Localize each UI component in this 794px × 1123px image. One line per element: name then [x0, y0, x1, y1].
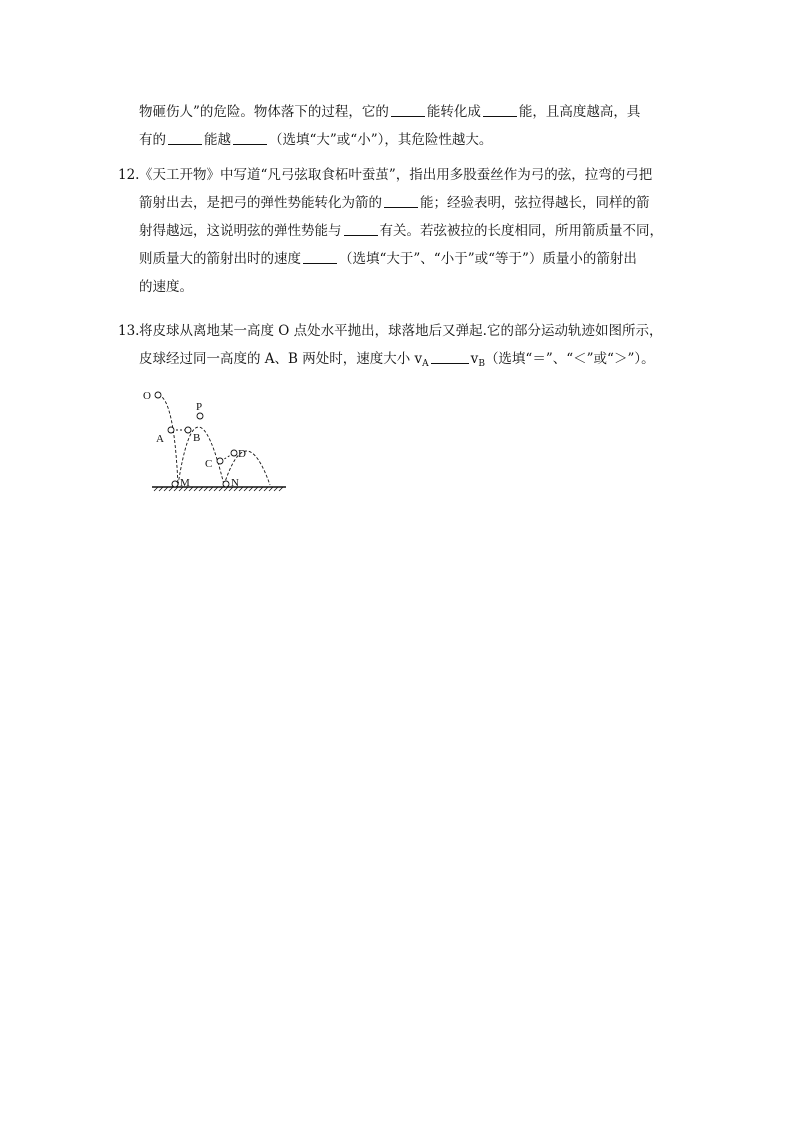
q11-line-1	[118, 98, 680, 126]
q12-text: 有关。若弦被拉的长度相同，所用箭质量不同，	[379, 223, 663, 239]
question-11-continuation	[118, 98, 680, 154]
q12-line-2	[118, 189, 680, 217]
ball-a	[168, 427, 174, 433]
q12-text: 能；经验表明，弦拉得越长，同样的箭	[420, 195, 650, 211]
q12-text: 的速度。	[139, 279, 193, 295]
trajectory-figure	[143, 383, 290, 493]
q12-text: 箭射出去，是把弓的弹性势能转化为箭的	[139, 195, 382, 211]
ball-o	[155, 392, 161, 398]
answer-blank[interactable]	[483, 102, 517, 117]
label-n: N	[231, 477, 239, 489]
label-o: O	[143, 390, 151, 402]
answer-blank[interactable]	[168, 130, 202, 145]
question-number: 12.	[118, 167, 140, 183]
q11-text: 有的	[139, 132, 166, 148]
answer-blank[interactable]	[384, 193, 418, 208]
answer-blank[interactable]	[233, 130, 267, 145]
trajectory-diagram	[143, 383, 290, 493]
q11-text: 物砸伤人”的危险。物体落下的过程，它的	[139, 104, 389, 120]
label-c: C	[205, 458, 213, 470]
answer-blank[interactable]	[431, 349, 469, 364]
label-b: B	[193, 432, 201, 444]
q11-text: 能转化成	[426, 104, 481, 120]
ball-d	[231, 450, 237, 456]
q12-text: 则质量大的箭射出时的速度	[139, 251, 301, 267]
label-a: A	[156, 433, 164, 445]
ball-m	[172, 481, 178, 487]
q12-line-3	[118, 217, 680, 245]
q13-text: 将皮球从离地某一高度 O 点处水平抛出，球落地后又弹起.它的部分运动轨迹如图所示，	[139, 323, 663, 339]
subscript-a: A	[422, 359, 429, 369]
q12-line-4	[118, 245, 680, 273]
q11-text: 能越	[204, 132, 231, 148]
ball-n	[223, 481, 229, 487]
q12-line-5	[118, 273, 680, 301]
question-number: 13.	[118, 323, 140, 339]
q12-text: 射得越远，这说明弦的弹性势能与	[139, 223, 342, 239]
q11-line-2	[118, 126, 680, 154]
answer-blank[interactable]	[344, 221, 378, 236]
q12-text: （选填“大于”、“小于”或“等于”）质量小的箭射出	[339, 251, 637, 267]
ball-c	[217, 458, 223, 464]
question-13	[118, 317, 680, 373]
q11-text: 能，且高度越高，具	[518, 104, 641, 120]
label-p: P	[196, 401, 203, 413]
question-12	[118, 161, 680, 301]
ball-b	[185, 427, 191, 433]
q12-text: 《天工开物》中写道“凡弓弦取食柘叶蚕茧”，指出用多股蚕丝作为弓的弦，拉弯的弓把	[139, 167, 653, 183]
q13-text: 皮球经过同一高度的 A、B 两处时，速度大小 v	[139, 351, 423, 367]
q13-line-2	[118, 345, 680, 373]
subscript-b: B	[478, 359, 485, 369]
answer-blank[interactable]	[303, 249, 337, 264]
label-m: M	[180, 477, 190, 489]
ball-p	[197, 413, 203, 419]
answer-blank[interactable]	[391, 102, 425, 117]
label-d: D	[238, 448, 246, 460]
q12-line-1	[118, 161, 680, 189]
q11-text: （选填“大”或“小”），其危险性越大。	[269, 132, 493, 148]
q13-text: v	[470, 351, 479, 367]
q13-text: （选填“＝”、“＜”或“＞”）。	[484, 351, 655, 367]
q13-line-1	[118, 317, 680, 345]
